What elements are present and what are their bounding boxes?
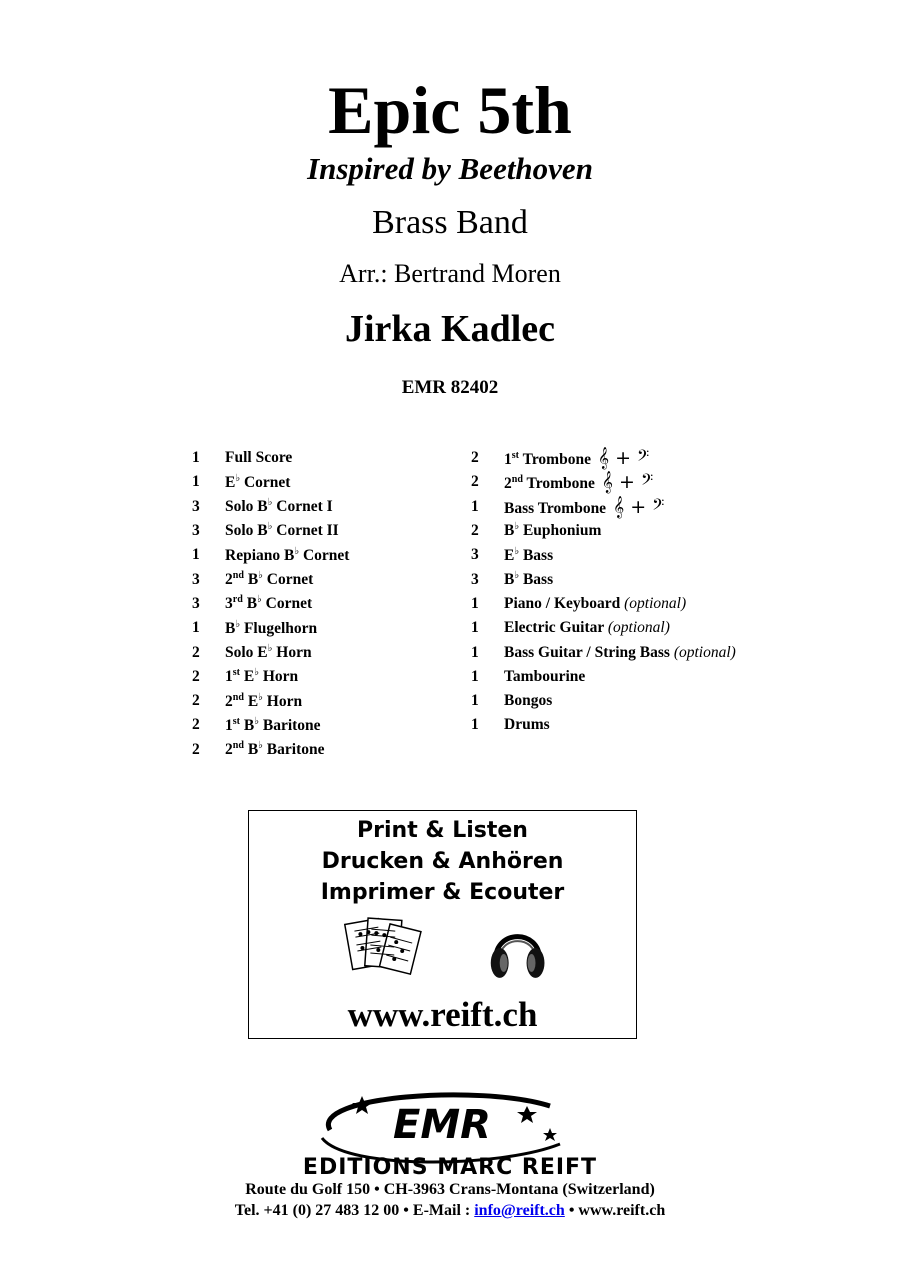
part-row	[471, 567, 736, 591]
part-row	[192, 713, 349, 737]
part-name: B♭ Euphonium	[504, 521, 602, 540]
part-name: 1st Trombone 𝄞 + 𝄢	[504, 447, 650, 470]
part-quantity: 3	[192, 497, 200, 515]
part-name: Repiano B♭ Cornet	[225, 545, 350, 564]
part-quantity: 2	[192, 740, 200, 758]
part-quantity: 1	[192, 473, 200, 491]
part-row	[192, 738, 349, 762]
part-row	[471, 592, 736, 616]
part-name: 2nd B♭ Baritone	[225, 740, 325, 759]
part-name: 3rd B♭ Cornet	[225, 594, 313, 613]
part-name: Electric Guitar (optional)	[504, 619, 670, 637]
part-name: Tambourine	[504, 667, 586, 685]
parts-list-right	[471, 446, 736, 738]
print-listen-en: Print & Listen	[357, 818, 528, 843]
part-quantity: 3	[192, 594, 200, 612]
parts-list-left	[192, 446, 349, 762]
part-name: B♭ Flugelhorn	[225, 618, 318, 637]
part-row	[192, 446, 349, 470]
part-quantity: 2	[192, 716, 200, 734]
part-quantity: 1	[192, 546, 200, 564]
part-name: 2nd Trombone 𝄞 + 𝄢	[504, 471, 654, 494]
part-name: B♭ Bass	[504, 570, 554, 589]
part-name: 2nd E♭ Horn	[225, 691, 303, 710]
part-quantity: 2	[192, 667, 200, 685]
part-name: 1st B♭ Baritone	[225, 715, 321, 734]
part-row	[192, 640, 349, 664]
contact-suffix: • www.reift.ch	[564, 1202, 666, 1219]
ensemble: Brass Band	[372, 204, 528, 241]
part-name: Solo E♭ Horn	[225, 642, 312, 662]
part-row	[192, 592, 349, 616]
print-listen-url[interactable]: www.reift.ch	[347, 995, 538, 1034]
part-row	[471, 665, 736, 689]
emr-logo-letters: EMR	[393, 1102, 491, 1148]
part-quantity: 1	[471, 692, 479, 710]
part-name: Bass Trombone 𝄞 + 𝄢	[504, 495, 665, 518]
part-name: Drums	[504, 716, 550, 734]
part-row	[471, 640, 736, 664]
part-quantity: 1	[192, 449, 200, 467]
part-row	[471, 519, 736, 543]
part-name: Full Score	[225, 449, 293, 467]
part-row	[471, 470, 736, 494]
composer: Jirka Kadlec	[344, 308, 556, 350]
part-row	[471, 495, 736, 519]
part-row	[471, 543, 736, 567]
subtitle: Inspired by Beethoven	[307, 151, 593, 186]
part-row	[192, 470, 349, 494]
part-quantity: 1	[471, 643, 479, 661]
part-row	[471, 713, 736, 737]
publisher-name: EDITIONS MARC REIFT	[302, 1155, 598, 1178]
part-name: 1st E♭ Horn	[225, 667, 299, 686]
part-row	[192, 665, 349, 689]
part-row	[192, 519, 349, 543]
part-quantity: 3	[471, 546, 479, 564]
part-quantity: 2	[471, 522, 479, 540]
publisher-contact	[0, 1200, 900, 1222]
part-quantity: 1	[471, 716, 479, 734]
part-name: Solo B♭ Cornet II	[225, 521, 339, 540]
arranger: Arr.: Bertrand Moren	[339, 259, 561, 288]
part-quantity: 1	[471, 619, 479, 637]
part-row	[192, 689, 349, 713]
part-row	[471, 616, 736, 640]
part-quantity: 3	[471, 570, 479, 588]
part-name: 2nd B♭ Cornet	[225, 570, 314, 589]
print-listen-icons	[249, 915, 636, 995]
part-row	[192, 543, 349, 567]
emr-logo	[250, 1088, 650, 1178]
part-name: E♭ Bass	[504, 545, 554, 564]
publisher-address: Route du Golf 150 • CH-3963 Crans-Montana (Switzerland)	[245, 1181, 655, 1198]
part-quantity: 2	[192, 643, 200, 661]
part-quantity: 1	[192, 619, 200, 637]
part-quantity: 3	[192, 570, 200, 588]
part-name: E♭ Cornet	[225, 472, 291, 492]
part-row	[192, 495, 349, 519]
part-quantity: 1	[471, 594, 479, 612]
part-name: Solo B♭ Cornet I	[225, 497, 333, 516]
contact-prefix: Tel. +41 (0) 27 483 12 00 • E-Mail :	[234, 1202, 475, 1219]
part-quantity: 3	[192, 522, 200, 540]
print-listen-box	[248, 810, 637, 1039]
part-quantity: 2	[471, 473, 479, 491]
headphones-icon	[491, 937, 545, 978]
part-name: Bass Guitar / String Bass (optional)	[504, 643, 736, 661]
part-row	[192, 567, 349, 591]
title: Epic 5th	[328, 72, 572, 148]
email-link[interactable]: info@reift.ch	[474, 1202, 565, 1219]
catalog-number: EMR 82402	[401, 377, 499, 398]
part-quantity: 1	[471, 667, 479, 685]
part-row	[471, 689, 736, 713]
part-name: Piano / Keyboard (optional)	[504, 594, 687, 612]
part-name: Bongos	[504, 692, 553, 710]
print-listen-de: Drucken & Anhören	[321, 849, 564, 874]
part-row	[471, 446, 736, 470]
part-quantity: 2	[471, 449, 479, 467]
sheet-music-icon	[345, 918, 421, 974]
part-row	[192, 616, 349, 640]
print-listen-fr: Imprimer & Ecouter	[320, 880, 565, 905]
part-quantity: 2	[192, 692, 200, 710]
part-quantity: 1	[471, 497, 479, 515]
